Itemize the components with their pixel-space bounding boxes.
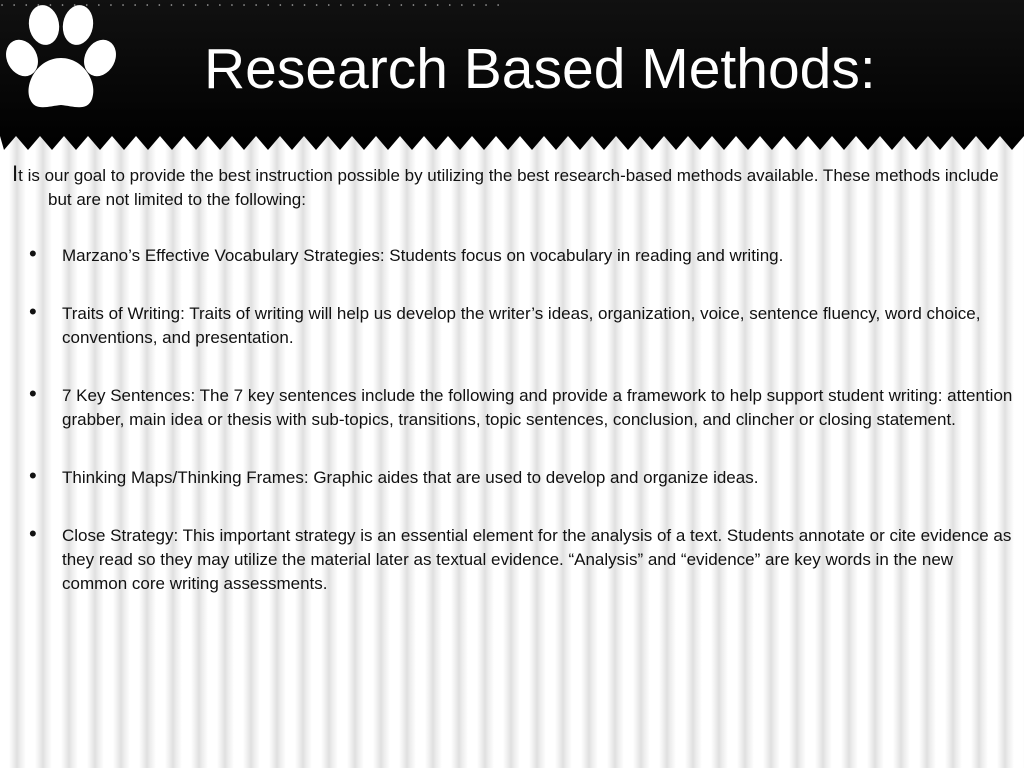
intro-initial: I [12,161,19,186]
list-item-text: 7 Key Sentences: The 7 key sentences include the following and provide a framework to help support student writing: attention grabber, main idea or thesis with sub-topics, transitions, topic sentences, conclusion, and clincher or closing statement. [62,386,1013,429]
list-item [29,381,1019,432]
bullet-icon: • [29,521,37,546]
methods-list [29,241,1019,630]
list-item [29,241,1019,268]
list-item [29,463,1019,490]
paw-print-icon [0,0,122,118]
bullet-icon: • [29,463,37,488]
intro-paragraph [12,162,1014,212]
dotted-divider [0,0,506,10]
bullet-icon: • [29,299,37,324]
bullet-icon: • [29,381,37,406]
list-item-text: Close Strategy: This important strategy is an essential element for the analysis of a text. Students annotate or cite evidence as they read so they may utilize the material later as textual evidence. “Analysis” and “evidence” are key words in the new common core writing assessments. [62,526,1012,593]
list-item [29,299,1019,350]
list-item [29,521,1019,596]
intro-text: t is our goal to provide the best instruction possible by utilizing the best research-based methods available. These methods include but are not limited to the following: [18,166,999,209]
slide-title: Research Based Methods: [204,37,876,101]
list-item-text: Traits of Writing: Traits of writing will help us develop the writer’s ideas, organization, voice, sentence fluency, word choice, conventions, and presentation. [62,304,981,347]
slide-header [0,0,1024,152]
slide-body [12,161,1014,593]
bullet-icon: • [29,241,37,266]
list-item-text: Marzano’s Effective Vocabulary Strategies: Students focus on vocabulary in reading and writing. [62,246,784,265]
list-item-text: Thinking Maps/Thinking Frames: Graphic aides that are used to develop and organize ideas. [62,468,759,487]
